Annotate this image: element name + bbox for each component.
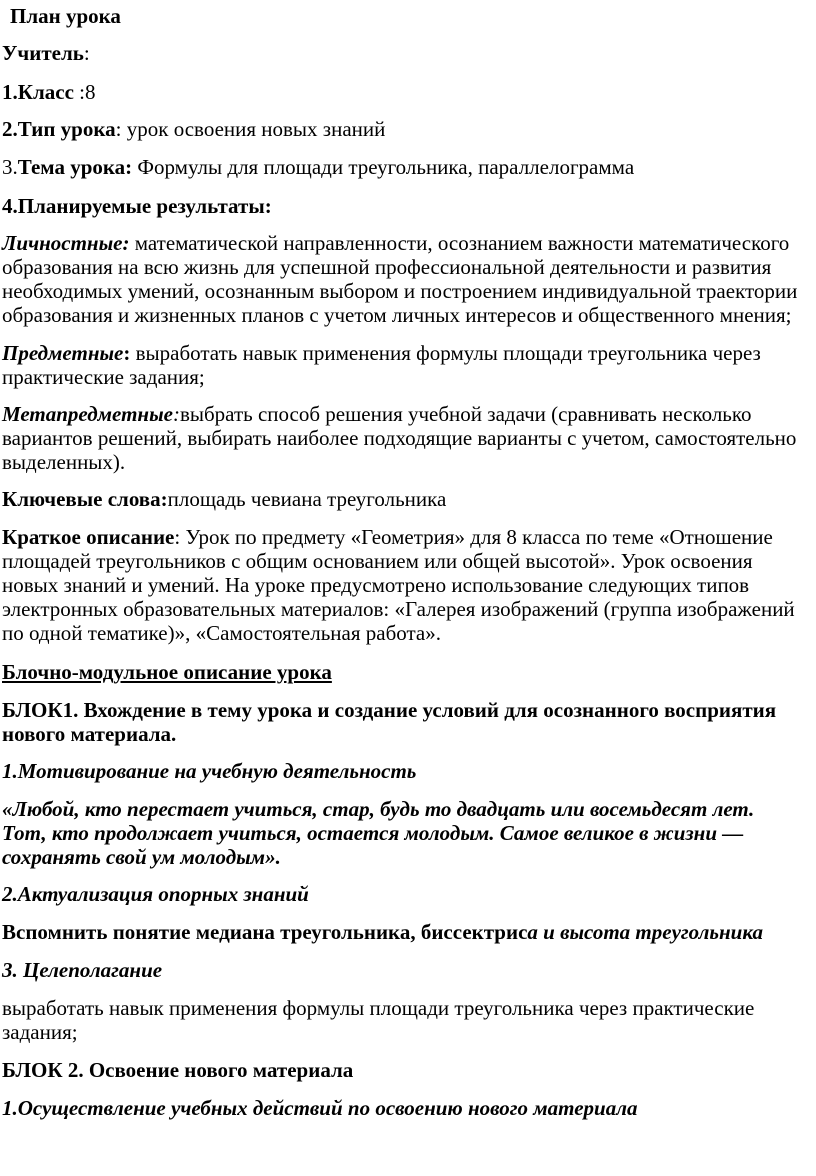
keywords-label: Ключевые слова: (2, 487, 168, 511)
block2-heading: БЛОК 2. Освоение нового материала (2, 1058, 354, 1082)
actualization-heading: 2.Актуализация опорных знаний (2, 882, 309, 906)
short-description (2, 525, 798, 645)
quote-text: «Любой, кто перестает учиться, стар, будь то двадцать или восемьдесят лет. Тот, кто продолжает учиться, остается молодым. Самое великое в жизни — сохранять свой ум молодым». (2, 797, 755, 869)
keywords-line (2, 487, 798, 511)
meta-label: Метапредметные (2, 402, 173, 426)
subject-text: выработать навык применения формулы площади треугольника через практические задания; (2, 341, 761, 389)
keywords-text: площадь чевиана треугольника (167, 487, 447, 511)
personal-label: Личностные: (2, 231, 130, 255)
meta-colon: : (172, 402, 180, 426)
lesson-topic-line (2, 155, 798, 179)
lesson-topic-number: 3. (2, 155, 18, 179)
goal-setting-heading: 3. Целеполагание (2, 958, 163, 982)
meta-results (2, 402, 798, 474)
class-label: 1.Класс (2, 80, 74, 104)
meta-text: выбрать способ решения учебной задачи (сравнивать несколько вариантов решений, выбирать наиболее подходящие варианты с учетом, самостоятельно выделенных). (2, 402, 797, 474)
teacher-colon: : (83, 41, 90, 65)
block1-heading: БЛОК1. Вхождение в тему урока и создание условий для осознанного восприятия нового материала. (2, 698, 777, 746)
class-line (2, 80, 798, 104)
lesson-type-label: 2.Тип урока (2, 117, 116, 141)
motivation-heading: 1.Мотивирование на учебную деятельность (2, 759, 417, 783)
personal-text: математической направленности, осознанием важности математического образования на всю жизнь для успешной профессиональной деятельности и развития необходимых умений, осознанным выбором и построением индивидуальной траектории образования и жизненных планов с учетом личных интересов и общественного мнения; (2, 231, 798, 327)
subject-results (2, 341, 798, 389)
subject-label: Предметные (2, 341, 124, 365)
recall-line (2, 920, 798, 944)
description-label: Краткое описание (2, 525, 175, 549)
recall-bold-italic: а и высота треугольника (527, 920, 763, 944)
block-modular-heading: Блочно-модульное описание урока (2, 660, 332, 684)
personal-results (2, 231, 798, 327)
description-text: : Урок по предмету «Геометрия» для 8 класса по теме «Отношение площадей треугольников с общим основанием или общей высотой». Урок освоения новых знаний и умений. На уроке предусмотрено использование следующих типов электронных образовательных материалов: «Галерея изображений (группа изображений по одной тематике)», «Самостоятельная работа». (2, 525, 795, 645)
goal-text: выработать навык применения формулы площади треугольника через практические задания; (2, 996, 755, 1044)
implementation-heading: 1.Осуществление учебных действий по освоению нового материала (2, 1096, 638, 1120)
planned-results-heading: 4.Планируемые результаты: (2, 194, 272, 218)
lesson-type-line (2, 117, 798, 141)
teacher-line (2, 41, 798, 65)
recall-bold: Вспомнить понятие медиана треугольника, биссектрис (2, 920, 528, 944)
class-value: 8 (85, 80, 96, 104)
lesson-topic-value: Формулы для площади треугольника, параллелограмма (132, 155, 635, 179)
subject-colon: : (123, 341, 131, 365)
lesson-type-value: урок освоения новых знаний (126, 117, 386, 141)
class-separator: : (73, 80, 85, 104)
lesson-topic-label: Тема урока: (17, 155, 133, 179)
lesson-type-separator: : (115, 117, 127, 141)
teacher-label: Учитель (2, 41, 84, 65)
lesson-plan-title: План урока (10, 4, 121, 28)
